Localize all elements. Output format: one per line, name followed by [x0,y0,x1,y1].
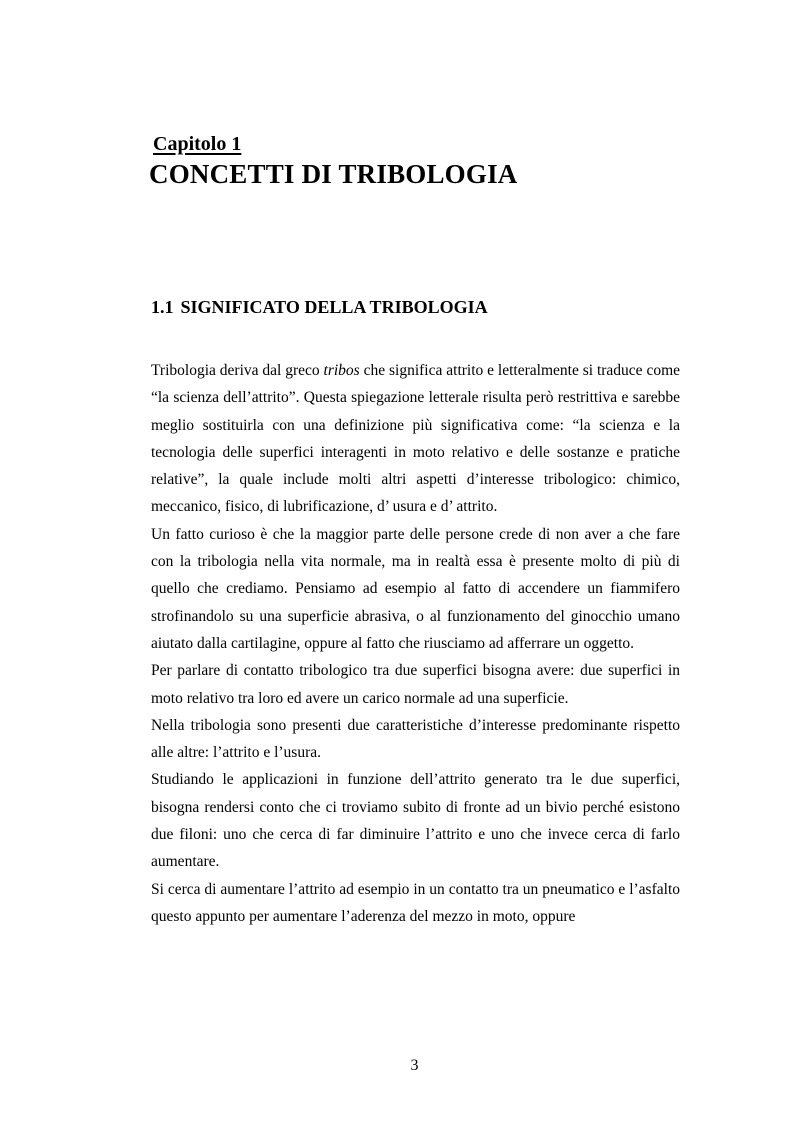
paragraph-1-italic: tribos [323,362,360,379]
page-number: 3 [410,1057,419,1074]
chapter-label: Capitolo 1 [153,133,242,155]
paragraph-1-before: Tribologia deriva dal greco [151,362,324,379]
paragraph-4: Nella tribologia sono presenti due caratteristiche d’interesse predominante rispetto alle altre: l’attrito e l’usura. [151,716,680,762]
paragraph-2: Un fatto curioso è che la maggior parte delle persone crede di non aver a che fare con la tribologia nella vita normale, ma in realtà essa è presente molto di più di quello che crediamo. Pensiamo ad esempio al fatto di accendere un fiammifero strofinandolo su una superficie abrasiva, o al funzionamento del ginocchio umano aiutato dalla cartilagine, oppure al fatto che riusciamo ad afferrare un oggetto. [151,525,680,652]
section-heading [151,296,488,318]
body-text [151,357,680,930]
paragraph-1 [151,357,680,521]
paragraph-1-after: che significa attrito e letteralmente si traduce come “la scienza dell’attrito”. Questa spiegazione letterale risulta però restrittiva e sarebbe meglio sostituirla con una definizione più significativa come: “la scienza e la tecnologia delle superfici interagenti in moto relativo e delle sostanze e pratiche relative”, la quale include molti altri aspetti d’interesse tribologico: chimico, meccanico, fisico, di lubrificazione, d’ usura e d’ attrito. [151,362,681,516]
chapter-title: CONCETTI DI TRIBOLOGIA [149,159,518,189]
section-title: SIGNIFICATO DELLA TRIBOLOGIA [180,297,488,317]
section-number: 1.1 [151,297,174,317]
paragraph-3: Per parlare di contatto tribologico tra due superfici bisogna avere: due superfici in moto relativo tra loro ed avere un carico normale ad una superficie. [151,662,680,707]
paragraph-6: Si cerca di aumentare l’attrito ad esempio in un contatto tra un pneumatico e l’asfalto questo appunto per aumentare l’aderenza del mezzo in moto, oppure [151,880,680,925]
paragraph-5: Studiando le applicazioni in funzione dell’attrito generato tra le due superfici, bisogna rendersi conto che ci troviamo subito di fronte ad un bivio perché esistono due filoni: uno che cerca di far diminuire l’attrito e uno che invece cerca di farlo aumentare. [151,771,680,871]
